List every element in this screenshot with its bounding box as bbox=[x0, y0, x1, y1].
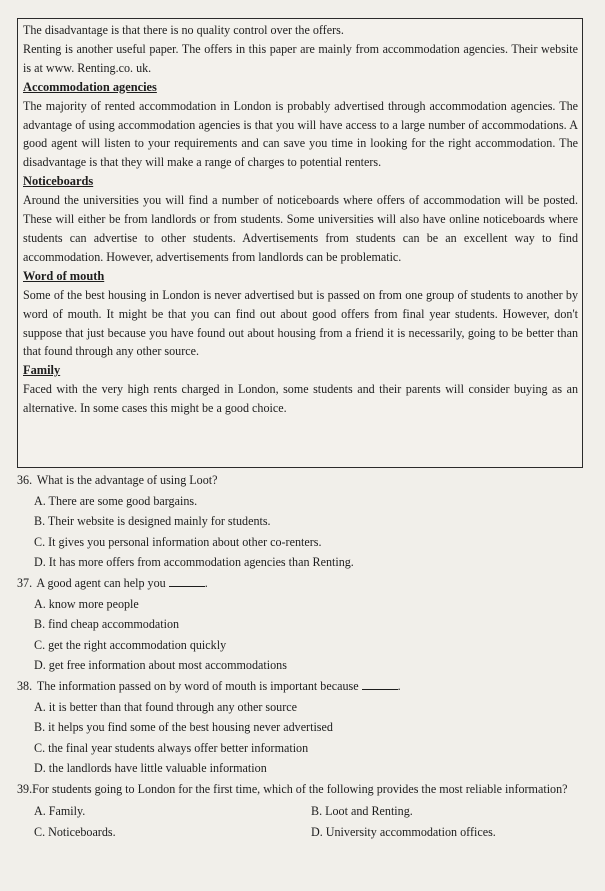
question-stem: A good agent can help you bbox=[36, 575, 166, 590]
option[interactable]: B. Loot and Renting. bbox=[311, 803, 413, 818]
question-stem: For students going to London for the first time, which of the following provides the most reliable information? bbox=[32, 781, 568, 796]
option[interactable]: B. find cheap accommodation bbox=[34, 617, 180, 632]
answer-blank bbox=[362, 679, 398, 690]
passage-paragraph: Faced with the very high rents charged in London, some students and their parents will consider buying as an alternative. In some cases this might be a good choice. bbox=[23, 382, 578, 416]
option[interactable]: C. get the right accommodation quickly bbox=[34, 637, 227, 652]
option-grid bbox=[17, 801, 583, 842]
option[interactable]: A. know more people bbox=[34, 596, 139, 611]
question-38 bbox=[17, 676, 583, 697]
option[interactable]: A. There are some good bargains. bbox=[34, 493, 198, 508]
option[interactable]: B. Their website is designed mainly for students. bbox=[34, 514, 271, 529]
section-heading: Noticeboards bbox=[23, 174, 94, 189]
section-heading: Accommodation agencies bbox=[23, 79, 157, 94]
stem-period: . bbox=[204, 575, 208, 590]
question-number: 36. bbox=[17, 473, 33, 487]
option[interactable]: C. the final year students always offer better information bbox=[34, 740, 309, 755]
passage-paragraph: Renting is another useful paper. The offers in this paper are mainly from accommodation agencies. Their website is at www. Renting.co. uk. bbox=[23, 41, 578, 75]
question-list bbox=[17, 470, 583, 842]
answer-blank bbox=[169, 576, 205, 587]
question-37 bbox=[17, 573, 583, 594]
option[interactable]: A. it is better than that found through any other source bbox=[34, 699, 297, 714]
question-stem: What is the advantage of using Loot? bbox=[36, 473, 218, 487]
passage-paragraph: The disadvantage is that there is no quality control over the offers. bbox=[23, 23, 344, 37]
question-number: 38. bbox=[17, 678, 33, 693]
option[interactable]: D. It has more offers from accommodation agencies than Renting. bbox=[34, 555, 354, 570]
question-39 bbox=[17, 780, 583, 799]
option[interactable]: D. the landlords have little valuable information bbox=[34, 761, 267, 776]
question-36 bbox=[17, 470, 583, 491]
question-number: 39. bbox=[17, 781, 33, 796]
option[interactable]: B. it helps you find some of the best housing never advertised bbox=[34, 720, 333, 735]
option[interactable]: A. Family. bbox=[34, 803, 86, 818]
passage-paragraph: Some of the best housing in London is never advertised but is passed on from one group of students to another by word of mouth. It might be that you can find out about good offers from final year students. However, don't suppose that just because you have found out about housing from a friend it is necessarily, going to be better than that found through any other source. bbox=[23, 287, 578, 359]
reading-passage bbox=[17, 18, 583, 468]
question-number: 37. bbox=[17, 575, 33, 590]
option[interactable]: C. It gives you personal information about other co-renters. bbox=[34, 534, 322, 549]
section-heading: Word of mouth bbox=[23, 268, 105, 283]
stem-period: . bbox=[397, 678, 401, 693]
option[interactable]: D. get free information about most accommodations bbox=[34, 658, 287, 673]
passage-paragraph: Around the universities you will find a number of noticeboards where offers of accommodation will be posted. These will either be from landlords or from students. Some universities will also have online noticeboards where students can advertise to other students. Advertisements from students can be an excellent way to find accommodation. However, advertisements from landlords can be problematic. bbox=[23, 193, 578, 264]
question-stem: The information passed on by word of mouth is important because bbox=[36, 678, 359, 693]
section-heading: Family bbox=[23, 363, 61, 378]
option[interactable]: C. Noticeboards. bbox=[34, 824, 116, 839]
option[interactable]: D. University accommodation offices. bbox=[311, 824, 496, 839]
passage-paragraph: The majority of rented accommodation in London is probably advertised through accommodation agencies. The advantage of using accommodation agencies is that you will have access to a large number of accommodations. A good agent will listen to your requirements and can save you time in looking for the right accommodation. The disadvantage is that they will make a range of charges to potential renters. bbox=[23, 98, 578, 170]
